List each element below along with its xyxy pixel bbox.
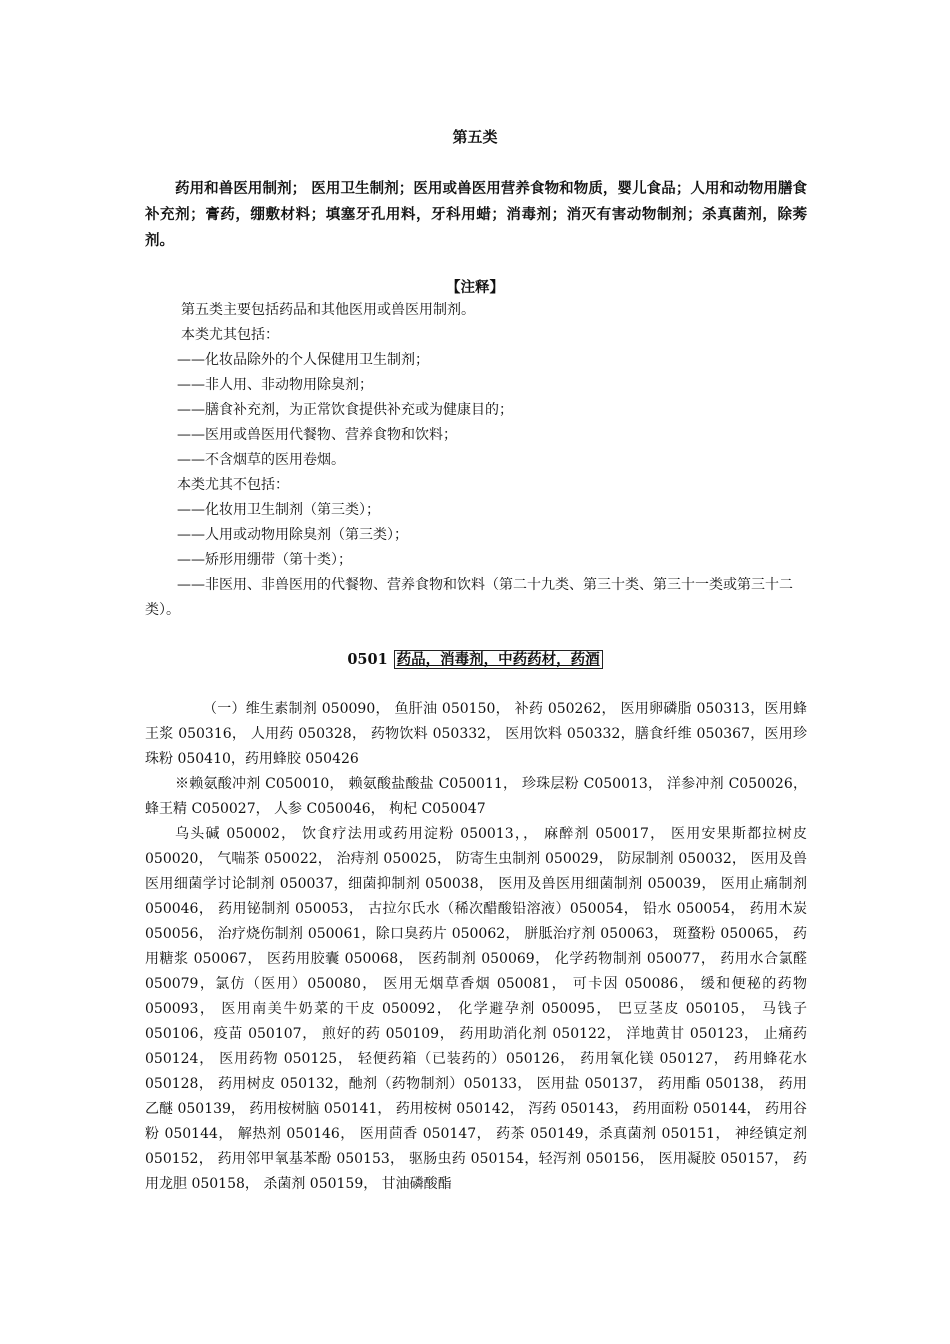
notes-intro: 第五类主要包括药品和其他医用或兽医用制剂。 xyxy=(181,302,475,318)
class-summary: 药用和兽医用制剂； 医用卫生制剂；医用或兽医用营养食物和物质，婴儿食品；人用和动物用膳食补充剂；膏药，绷敷材料；填塞牙孔用料，牙科用蜡；消毒剂；消灭有害动物制剂；杀真菌剂，除莠剂。 xyxy=(145,180,807,249)
notes-heading: 【注释】 xyxy=(446,279,504,296)
exclude-heading: 本类尤其不包括： xyxy=(177,477,289,493)
goods-list xyxy=(145,697,807,1197)
notes-block xyxy=(145,298,807,623)
include-item: ——不含烟草的医用卷烟。 xyxy=(177,452,345,468)
include-item: ——医用或兽医用代餐物、营养食物和饮料； xyxy=(177,427,457,443)
section-label: 药品，消毒剂，中药药材，药酒 xyxy=(394,650,603,669)
exclude-item: ——化妆用卫生制剂（第三类）； xyxy=(177,502,380,518)
exclude-item: ——非医用、非兽医用的代餐物、营养食物和饮料（第二十九类、第三十类、第三十一类或第三十二类）。 xyxy=(145,577,793,618)
exclude-item: ——人用或动物用除臭剂（第三类）； xyxy=(177,527,408,543)
section-code: 0501 xyxy=(347,651,388,668)
goods-paragraph: 乌头碱 050002， 饮食疗法用或药用淀粉 050013，， 麻醉剂 050017， 医用安果斯都拉树皮 050020， 气喘茶 050022， 治痔剂 050025， 防寄生虫制剂 050029， 防尿制剂 050032， 医用及兽医用细菌学讨论制剂 050037，细菌抑制剂 050038， 医用及兽医用细菌制剂 050039， 医用止痛制剂 050046， 药用铋制剂 050053， 古拉尔氏水（稀次醋酸铅溶液）050054， 铅水 050054， 药用木炭 050056， 治疗烧伤制剂 050061，除口臭药片 050062， 胼胝治疗剂 050063， 斑蝥粉 050065， 药用糖浆 050067， 医药用胶囊 050068， 医药制剂 050069， 化学药物制剂 050077， 药用水合氯醛 050079，氯仿（医用）050080， 医用无烟草香烟 050081， 可卡因 050086， 缓和便秘的药物 050093， 医用南美牛奶菜的干皮 050092， 化学避孕剂 050095， 巴豆茎皮 050105， 马钱子 050106，疫苗 050107， 煎好的药 050109， 药用助消化剂 050122， 洋地黄甘 050123， 止痛药 050124， 医用药物 050125， 轻便药箱（已装药的）050126， 药用氧化镁 050127， 药用蜂花水 050128， 药用树皮 050132，酏剂（药物制剂）050133， 医用盐 050137， 药用酯 050138， 药用乙醚 050139， 药用桉树脑 050141， 药用桉树 050142， 泻药 050143， 药用面粉 050144， 药用谷粉 050144， 解热剂 050146， 医用茴香 050147， 药茶 050149，杀真菌剂 050151， 神经镇定剂 050152， 药用邻甲氧基苯酚 050153， 驱肠虫药 050154，轻泻剂 050156， 医用凝胶 050157， 药用龙胆 050158， 杀菌剂 050159， 甘油磷酸酯 xyxy=(145,826,807,1192)
page-title: 第五类 xyxy=(452,128,498,146)
goods-paragraph: （一）维生素制剂 050090， 鱼肝油 050150， 补药 050262， 医用卵磷脂 050313，医用蜂王浆 050316， 人用药 050328， 药物饮料 050332， 医用饮料 050332，膳食纤维 050367，医用珍珠粉 050410，药用蜂胶 050426 xyxy=(145,701,807,767)
section-heading xyxy=(0,648,950,669)
goods-paragraph: ※赖氨酸冲剂 C050010， 赖氨酸盐酸盐 C050011， 珍珠层粉 C050013， 洋参冲剂 C050026， 蜂王精 C050027， 人参 C050046， 枸杞 C050047 xyxy=(145,776,807,817)
include-item: ——膳食补充剂，为正常饮食提供补充或为健康目的； xyxy=(177,402,513,418)
exclude-item: ——矫形用绷带（第十类）； xyxy=(177,552,352,568)
include-item: ——非人用、非动物用除臭剂； xyxy=(177,377,373,393)
include-item: ——化妆品除外的个人保健用卫生制剂； xyxy=(177,352,429,368)
include-heading: 本类尤其包括： xyxy=(181,327,279,343)
